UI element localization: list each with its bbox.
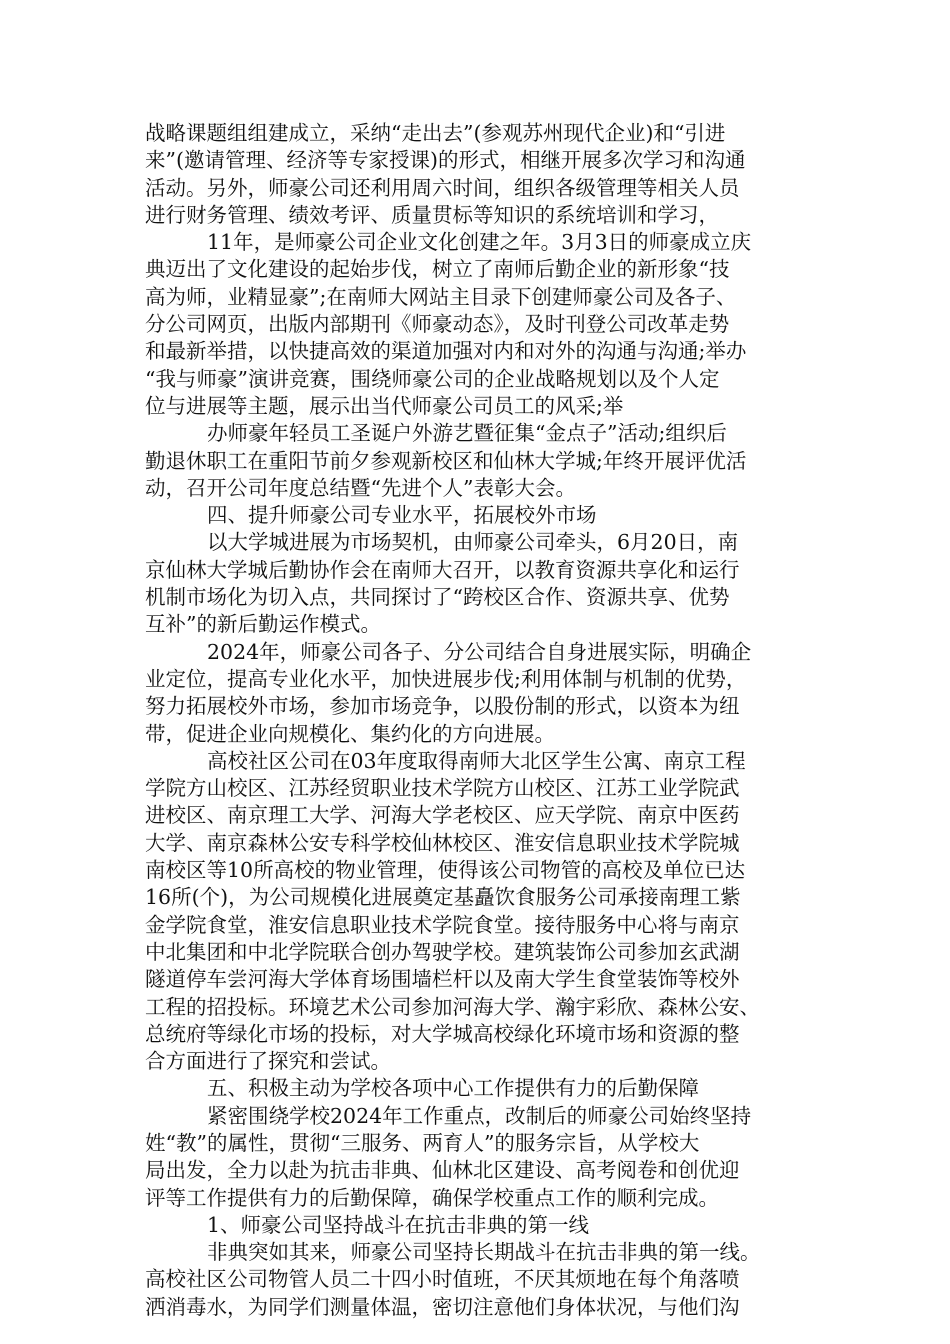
text-line: 四、提升师豪公司专业水平，拓展校外市场	[207, 503, 597, 528]
text-line: 紧密围绕学校2024年工作重点，改制后的师豪公司始终坚持	[207, 1103, 752, 1128]
text-line: 高校社区公司物管人员二十四小时值班，不厌其烦地在每个角落喷	[145, 1267, 740, 1292]
text-line: 姓“教”的属性，贯彻“三服务、两育人”的服务宗旨，从学校大	[145, 1130, 700, 1155]
text-line: 勤退休职工在重阳节前夕参观新校区和仙林大学城;年终开展评优活	[145, 448, 747, 473]
text-line: 合方面进行了探究和尝试。	[145, 1049, 391, 1074]
text-line: 分公司网页，出版内部期刊《师豪动态》，及时刊登公司改革走势	[145, 312, 730, 337]
text-line: 2024年，师豪公司各子、分公司结合自身进展实际，明确企	[207, 639, 752, 664]
text-line: 学院方山校区、江苏经贸职业技术学院方山校区、江苏工业学院武	[145, 776, 740, 801]
text-line: 洒消毒水，为同学们测量体温，密切注意他们身体状况，与他们沟	[145, 1294, 740, 1319]
text-line: 带，促进企业向规模化、集约化的方向进展。	[145, 721, 555, 746]
text-line: 16所(个)，为公司规模化进展奠定基矗饮食服务公司承接南理工紫	[145, 885, 741, 910]
body-text	[145, 120, 825, 1321]
text-line: 总统府等绿化市场的投标，对大学城高校绿化环境市场和资源的整	[145, 1021, 740, 1046]
text-line: “我与师豪”演讲竞赛，围绕师豪公司的企业战略规划以及个人定	[145, 366, 720, 391]
text-line: 动，召开公司年度总结暨“先进个人”表彰大会。	[145, 475, 576, 500]
text-line: 典迈出了文化建设的起始步伐，树立了南师后勤企业的新形象“技	[145, 257, 730, 282]
text-line: 大学、南京森林公安专科学校仙林校区、淮安信息职业技术学院城	[145, 830, 740, 855]
text-line: 战略课题组组建成立，采纳“走出去”(参观苏州现代企业)和“引进	[145, 121, 726, 145]
text-line: 金学院食堂，淮安信息职业技术学院食堂。接待服务中心将与南京	[145, 912, 740, 937]
text-line: 办师豪年轻员工圣诞户外游艺暨征集“金点子”活动;组织后	[207, 421, 727, 446]
text-line: 中北集团和中北学院联合创办驾驶学校。建筑装饰公司参加玄武湖	[145, 939, 740, 964]
text-line: 来”(邀请管理、经济等专家授课)的形式，相继开展多次学习和沟通	[145, 148, 746, 173]
text-line: 工程的招投标。环境艺术公司参加河海大学、瀚宇彩欣、森林公安、	[145, 994, 760, 1019]
text-line: 局出发，全力以赴为抗击非典、仙林北区建设、高考阅卷和创优迎	[145, 1158, 740, 1183]
text-line: 评等工作提供有力的后勤保障，确保学校重点工作的顺利完成。	[145, 1185, 719, 1210]
text-line: 五、积极主动为学校各项中心工作提供有力的后勤保障	[207, 1076, 699, 1101]
text-line: 非典突如其来，师豪公司坚持长期战斗在抗击非典的第一线。	[207, 1240, 761, 1265]
text-line: 位与进展等主题，展示出当代师豪公司员工的风采;举	[145, 393, 624, 418]
text-line: 进校区、南京理工大学、河海大学老校区、应天学院、南京中医药	[145, 803, 740, 828]
text-line: 1、师豪公司坚持战斗在抗击非典的第一线	[207, 1212, 590, 1237]
text-line: 和最新举措，以快捷高效的渠道加强对内和对外的沟通与沟通;举办	[145, 339, 747, 364]
text-line: 努力拓展校外市场，参加市场竞争，以股份制的形式，以资本为纽	[145, 694, 740, 719]
text-line: 机制市场化为切入点，共同探讨了“跨校区合作、资源共享、优势	[145, 585, 730, 610]
text-line: 互补”的新后勤运作模式。	[145, 612, 381, 637]
text-line: 业定位，提高专业化水平，加快进展步伐;利用体制与机制的优势，	[145, 666, 747, 691]
text-line: 京仙林大学城后勤协作会在南师大召开，以教育资源共享化和运行	[145, 557, 740, 582]
text-line: 以大学城进展为市场契机，由师豪公司牵头，6月20日，南	[207, 530, 739, 555]
text-line: 活动。另外，师豪公司还利用周六时间，组织各级管理等相关人员	[145, 175, 740, 200]
text-line: 南校区等10所高校的物业管理，使得该公司物管的高校及单位已达	[145, 858, 746, 883]
text-line: 进行财务管理、绩效考评、质量贯标等知识的系统培训和学习，	[145, 202, 719, 227]
text-line: 高校社区公司在03年度取得南师大北区学生公寓、南京工程	[207, 748, 746, 773]
text-line: 隧道停车尝河海大学体育场围墙栏杆以及南大学生食堂装饰等校外	[145, 967, 740, 992]
text-line: 高为师，业精显豪”;在南师大网站主目录下创建师豪公司及各子、	[145, 284, 737, 309]
text-line: 11年，是师豪公司企业文化创建之年。3月3日的师豪成立庆	[207, 230, 752, 255]
